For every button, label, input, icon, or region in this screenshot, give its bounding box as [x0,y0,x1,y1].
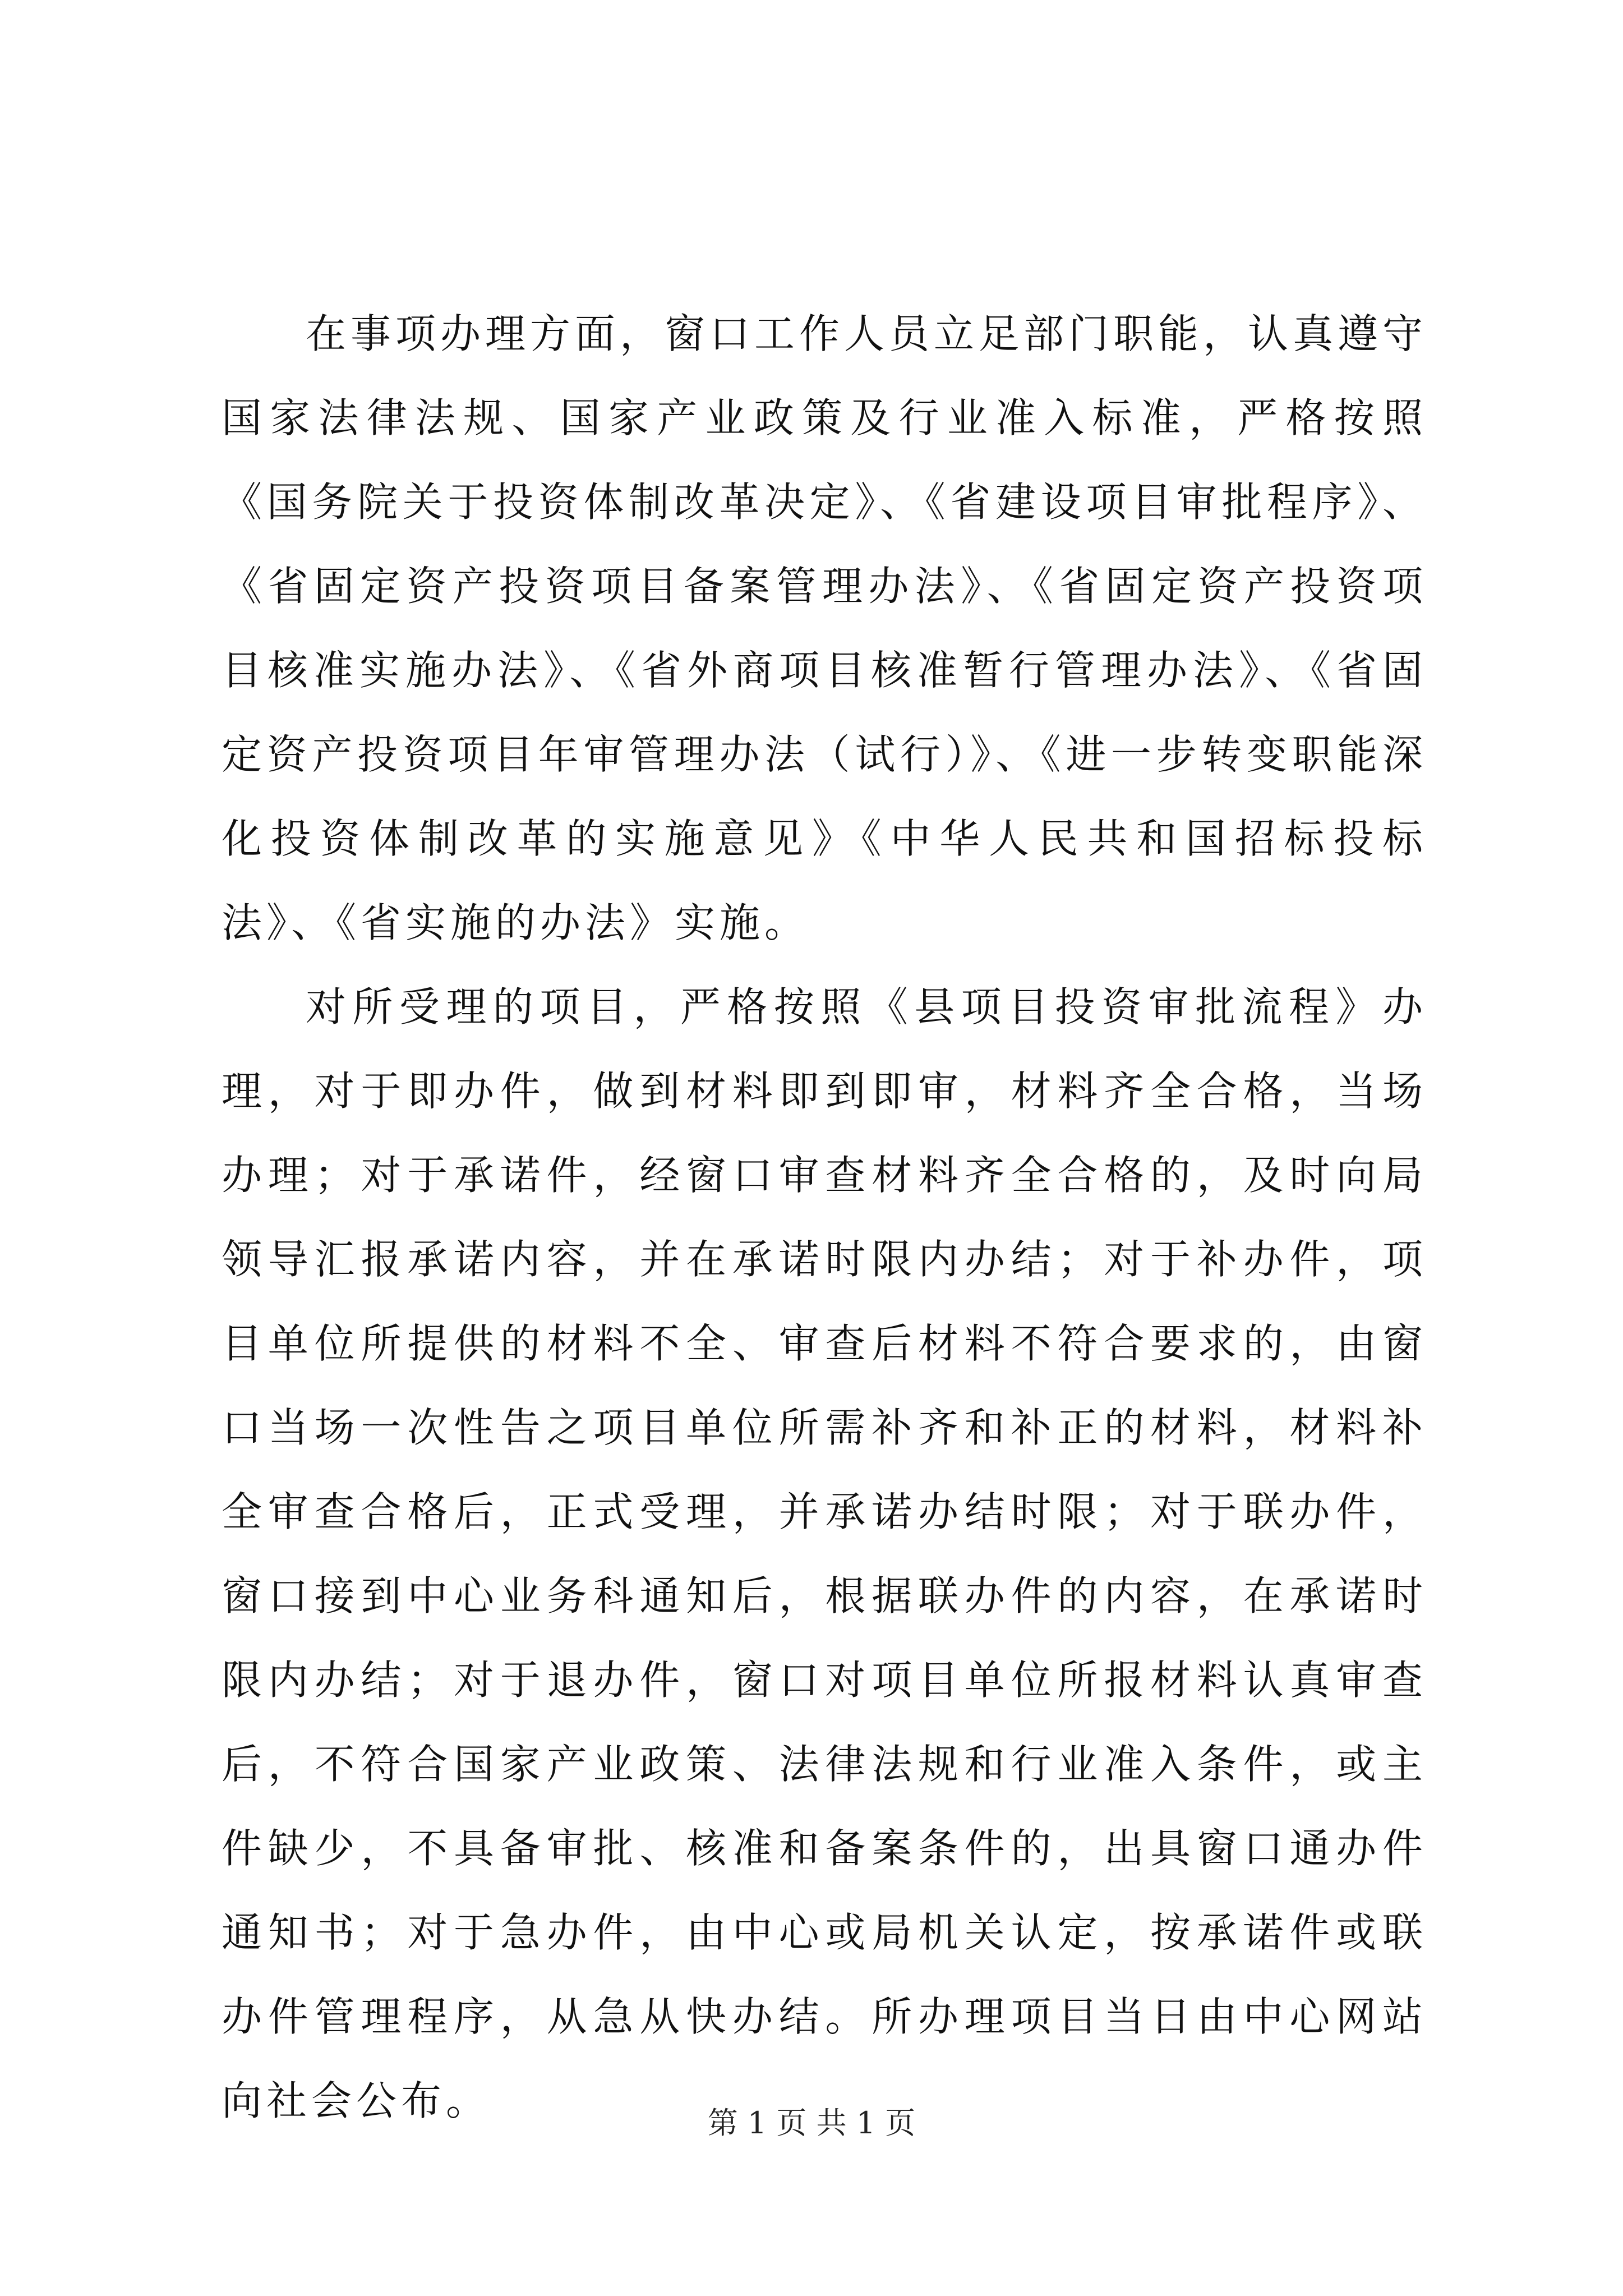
paragraph-matter-handling: 在事项办理方面，窗口工作人员立足部门职能，认真遵守国家法律法规、国家产业政策及行业准入标准，严格按照《国务院关于投资体制改革决定》、《省建设项目审批程序》、《省固定资产投资项目备案管理办法》、《省固定资产投资项目核准实施办法》、《省外商项目核准暂行管理办法》、《省固定资产投资项目年审管理办法（试行）》、《进一步转变职能深化投资体制改革的实施意见》《中华人民共和国招标投标法》、《省实施的办法》实施。 [222,310,1428,946]
paragraph-project-processing: 对所受理的项目，严格按照《县项目投资审批流程》办理，对于即办件，做到材料即到即审，材料齐全合格，当场办理；对于承诺件，经窗口审查材料齐全合格的，及时向局领导汇报承诺内容，并在承诺时限内办结；对于补办件，项目单位所提供的材料不全、审查后材料不符合要求的，由窗口当场一次性告之项目单位所需补齐和补正的材料，材料补全审查合格后，正式受理，并承诺办结时限；对于联办件，窗口接到中心业务科通知后，根据联办件的内容，在承诺时限内办结；对于退办件，窗口对项目单位所报材料认真审查后，不符合国家产业政策、法律法规和行业准入条件，或主件缺少，不具备审批、核准和备案条件的，出具窗口通办件通知书；对于急办件，由中心或局机关认定，按承诺件或联办件管理程序，从急从快办结。所办理项目当日由中心网站向社会公布。 [222,983,1427,2124]
document-body [222,292,1427,2143]
page-number-footer: 第 1 页 共 1 页 [707,2105,916,2141]
